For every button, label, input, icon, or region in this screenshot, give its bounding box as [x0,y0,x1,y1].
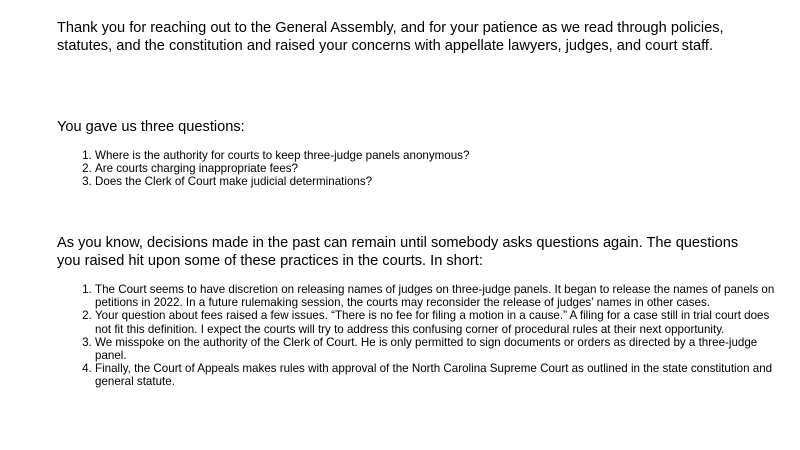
list-item: 4. Finally, the Court of Appeals makes rules with approval of the North Carolina Supreme Court as outlined in the state constitution and general statute. [95,362,785,388]
list-item: 1. Where is the authority for courts to keep three-judge panels anonymous? [95,149,785,162]
list-item: 1. The Court seems to have discretion on releasing names of judges on three-judge panels. It began to release the names of panels on petitions in 2022. In a future rulemaking session, the courts may reconsider the release of judges’ names in other cases. [95,283,785,309]
summary-intro-paragraph: As you know, decisions made in the past can remain until somebody asks questions again. The questions you raised hit upon some of these practices in the courts. In short: [57,235,739,269]
list-item: 2. Your question about fees raised a few issues. “There is no fee for filing a motion in a cause.” A filing for a case still in trial court does not fit this definition. I expect the courts will try to address this confusing corner of procedural rules at their next opportunity. [95,309,785,335]
intro-paragraph: Thank you for reaching out to the General Assembly, and for your patience as we read through policies, statutes, and the constitution and raised your concerns with appellate lawyers, judges, and court staff. [57,20,724,54]
list-item: 3. Does the Clerk of Court make judicial determinations? [95,175,785,188]
questions-list [57,149,785,189]
questions-heading: You gave us three questions: [57,119,245,135]
answers-list [57,283,785,389]
list-item: 3. We misspoke on the authority of the Clerk of Court. He is only permitted to sign documents or orders as directed by a three-judge panel. [95,336,785,362]
list-item: 2. Are courts charging inappropriate fees? [95,162,785,175]
